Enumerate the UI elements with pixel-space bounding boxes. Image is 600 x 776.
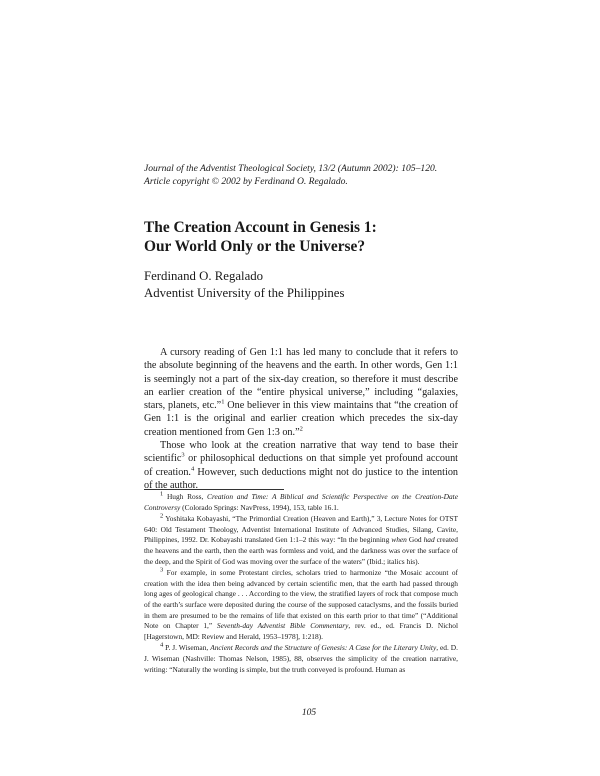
title-line-2: Our World Only or the Universe? <box>144 238 366 255</box>
footnotes <box>144 492 458 675</box>
footnote-2: $^2$ Yoshitaka Kobayashi, “The Primordial Creation (Heaven and Earth),” 3, Lecture Notes for OTST 640: Old Testament Theology, Adventist International Institute of Advanced Studies, Silang, Cavite, Philippines, 1992. Dr. Kobayashi translated Gen 1:1–2 this way: “In the beginning when God had created the heavens and the earth, then the earth was formless and void, and the darkness was over the surface of the deep, and the Spirit of God was moving over the surface of the waters” (Ibid.; italics his). <box>144 512 458 566</box>
article-title <box>144 218 474 256</box>
footnote-ref-3[interactable]: 3 <box>181 451 185 459</box>
author-block <box>144 268 474 302</box>
footnote-4: $^4$ P. J. Wiseman, Ancient Records and the Structure of Genesis: A Case for the Literary Unity, ed. D. J. Wiseman (Nashville: Thomas Nelson, 1985), 88, observes the simplicity of the creation narrative, writing: “Naturally the wording is simple, but the truth conveyed is profound. Human as <box>144 641 458 674</box>
footnote-3: $^3$ For example, in some Protestant circles, scholars tried to harmonize “the Mosaic account of creation with the idea then being advanced by certain scientific men, that the earth had passed through long ages of geological change . . . According to the view, the stratified layers of rock that compose much of the earth’s surface were deposited during the course of the supposed cataclysms, and the fossils buried in them are presumed to be the remains of life that existed on this earth prior to that time” (“Additional Note on Chapter 1,” Seventh-day Adventist Bible Commentary, rev. ed., ed. Francis D. Nichol [Hagerstown, MD: Review and Herald, 1953–1978], 1:218). <box>144 566 458 641</box>
footnote-divider <box>144 489 284 490</box>
author-affiliation: Adventist University of the Philippines <box>144 286 345 300</box>
body-text <box>144 346 458 492</box>
citation-line-2: Article copyright © 2002 by Ferdinand O. Regalado. <box>144 175 348 187</box>
title-line-1: The Creation Account in Genesis 1: <box>144 219 377 236</box>
citation-line-1: Journal of the Adventist Theological Society, 13/2 (Autumn 2002): 105–120. <box>144 163 438 174</box>
footnote-ref-4[interactable]: 4 <box>190 465 195 473</box>
paragraph-2: Those who look at the creation narrative that way tend to base their scientific$^3$ or philosophical deductions on that simple yet profound account of creation.$^4$ However, such deductions might not do justice to the intention of the author. <box>144 440 459 491</box>
footnote-ref-1[interactable]: 1 <box>221 398 225 406</box>
page-number: 105 <box>301 708 317 718</box>
footnote-ref-2[interactable]: 2 <box>299 425 303 433</box>
journal-citation <box>144 163 474 188</box>
footnote-1: $^1$ Hugh Ross, Creation and Time: A Biblical and Scientific Perspective on the Creation-Date Controversy (Colorado Springs: NavPress, 1994), 153, table 16.1. <box>144 490 458 512</box>
paragraph-1: A cursory reading of Gen 1:1 has led many to conclude that it refers to the absolute beginning of the heavens and the earth. In other words, Gen 1:1 is seemingly not a part of the six-day creation, so therefore it must describe an earlier creation of the “entire physical universe,” including “galaxies, stars, planets, etc.”$^1$ One believer in this view maintains that “the creation of Gen 1:1 is the original and earlier creation which precedes the six-day creation mentioned from Gen 1:3 on.”$^2$ <box>144 347 458 438</box>
author-name: Ferdinand O. Regalado <box>144 269 264 283</box>
